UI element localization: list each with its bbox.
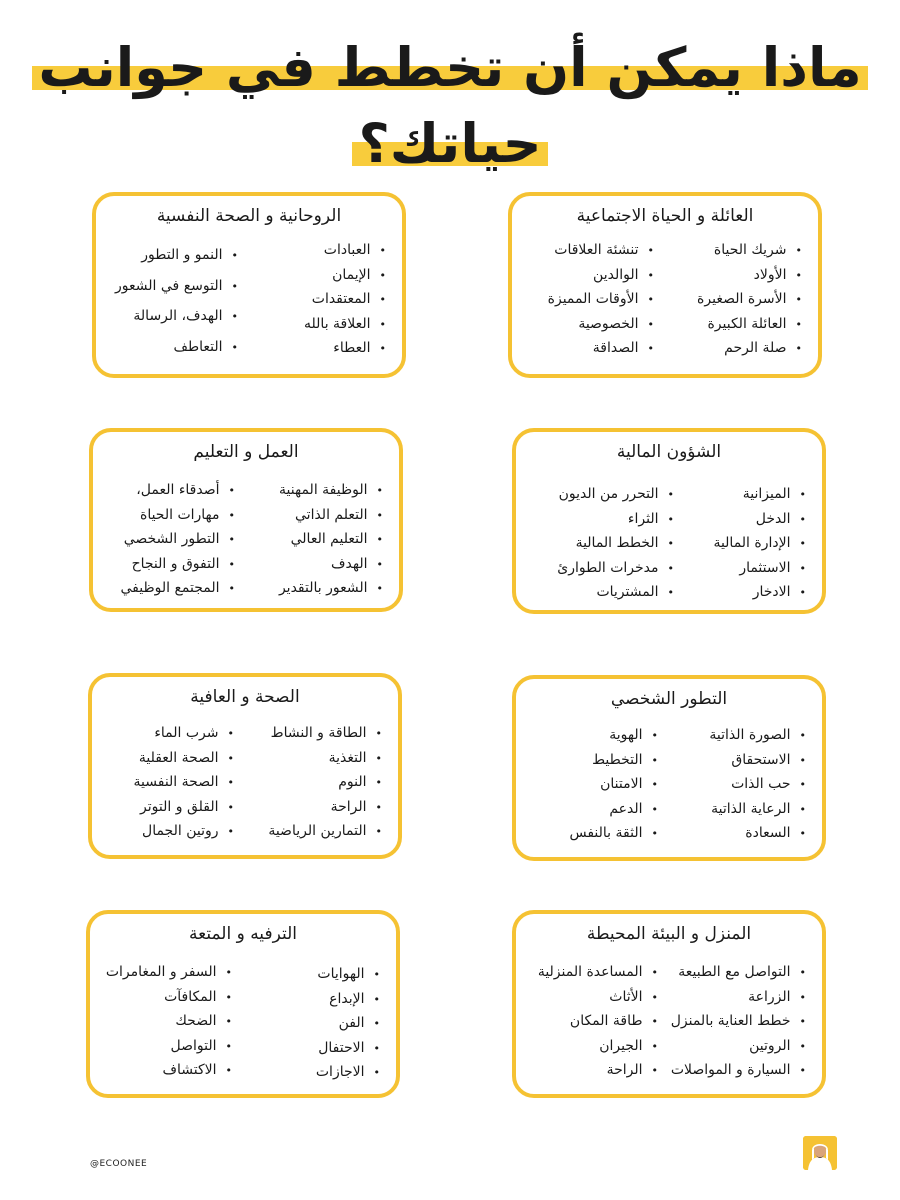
list-item: • الضحك: [106, 1009, 232, 1034]
card-financial: [512, 428, 826, 614]
list-item: • الهوايات: [316, 962, 380, 987]
list-item: • الروتين: [671, 1034, 806, 1059]
list-item: • المعتقدات: [304, 287, 386, 312]
list-item: • الجيران: [538, 1034, 658, 1059]
list-item: • العبادات: [304, 238, 386, 263]
list-item: • شريك الحياة: [697, 238, 802, 263]
list-item: • الأوقات المميزة: [548, 287, 654, 312]
list-item: • الدعم: [569, 797, 658, 822]
list-item: • الوظيفة المهنية: [279, 478, 383, 503]
card-list-secondary: [115, 240, 238, 362]
list-item: • القلق و التوتر: [134, 795, 234, 820]
list-item: • الإدارة المالية: [713, 531, 806, 556]
list-item: • الشعور بالتقدير: [279, 576, 383, 601]
card-title: الصحة و العافية: [190, 687, 300, 707]
list-item: • الامتنان: [569, 772, 658, 797]
page-title-line-2: حياتك؟: [0, 112, 900, 176]
card-personal-development: [512, 675, 826, 861]
list-item: • الصورة الذاتية: [709, 723, 806, 748]
list-item: • الأثاث: [538, 985, 658, 1010]
list-item: • طاقة المكان: [538, 1009, 658, 1034]
list-item: • التمارين الرياضية: [268, 819, 382, 844]
list-item: • الراحة: [268, 795, 382, 820]
card-list-secondary: [569, 723, 658, 846]
list-item: • التعليم العالي: [279, 527, 383, 552]
card-list-secondary: [120, 478, 235, 601]
list-item: • التحرر من الديون: [557, 482, 674, 507]
list-item: • أصدقاء العمل،: [120, 478, 235, 503]
footer-handle: @ECOONEE: [90, 1159, 148, 1169]
list-item: • مهارات الحياة: [120, 503, 235, 528]
list-item: • الطاقة و النشاط: [268, 721, 382, 746]
list-item: • الاحتفال: [316, 1036, 380, 1061]
card-list-primary: [268, 721, 382, 844]
list-item: • الخطط المالية: [557, 531, 674, 556]
card-title: التطور الشخصي: [610, 689, 728, 709]
list-item: • الهوية: [569, 723, 658, 748]
list-item: • روتين الجمال: [134, 819, 234, 844]
list-item: • الزراعة: [671, 985, 806, 1010]
card-list-secondary: [548, 238, 654, 361]
list-item: • المكافآت: [106, 985, 232, 1010]
list-item: • العطاء: [304, 336, 386, 361]
list-item: • التفوق و النجاح: [120, 552, 235, 577]
card-family-social: [508, 192, 822, 378]
list-item: • السعادة: [709, 821, 806, 846]
list-item: • التعلم الذاتي: [279, 503, 383, 528]
list-item: • الأولاد: [697, 263, 802, 288]
list-item: • التوسع في الشعور: [115, 271, 238, 302]
list-item: • الثراء: [557, 507, 674, 532]
card-home-environment: [512, 910, 826, 1098]
list-item: • التواصل مع الطبيعة: [671, 960, 806, 985]
list-item: • المجتمع الوظيفي: [120, 576, 235, 601]
list-item: • حب الذات: [709, 772, 806, 797]
list-item: • الاكتشاف: [106, 1058, 232, 1083]
list-item: • الاستثمار: [713, 556, 806, 581]
list-item: • الصداقة: [548, 336, 654, 361]
page-title-line-1: ماذا يمكن أن تخطط في جوانب: [0, 36, 900, 100]
list-item: • الدخل: [713, 507, 806, 532]
list-item: • تنشئة العلاقات: [548, 238, 654, 263]
list-item: • العلاقة بالله: [304, 312, 386, 337]
card-title: الشؤون المالية: [616, 442, 722, 462]
list-item: • شرب الماء: [134, 721, 234, 746]
list-item: • الإيمان: [304, 263, 386, 288]
list-item: • السفر و المغامرات: [106, 960, 232, 985]
list-item: • النوم: [268, 770, 382, 795]
card-list-secondary: [106, 960, 232, 1083]
list-item: • الإبداع: [316, 987, 380, 1012]
card-list-secondary: [557, 482, 674, 605]
list-item: • التخطيط: [569, 748, 658, 773]
list-item: • الادخار: [713, 580, 806, 605]
list-item: • الهدف، الرسالة: [115, 301, 238, 332]
list-item: • المشتريات: [557, 580, 674, 605]
list-item: • المساعدة المنزلية: [538, 960, 658, 985]
card-list-secondary: [538, 960, 658, 1083]
list-item: • الاستحقاق: [709, 748, 806, 773]
list-item: • صلة الرحم: [697, 336, 802, 361]
list-item: • الهدف: [279, 552, 383, 577]
avatar: [803, 1136, 837, 1170]
list-item: • التعاطف: [115, 332, 238, 363]
list-item: • الرعاية الذاتية: [709, 797, 806, 822]
card-list-primary: [304, 238, 386, 361]
list-item: • التطور الشخصي: [120, 527, 235, 552]
card-list-secondary: [134, 721, 234, 844]
list-item: • العائلة الكبيرة: [697, 312, 802, 337]
card-list-primary: [709, 723, 806, 846]
list-item: • خطط العناية بالمنزل: [671, 1009, 806, 1034]
list-item: • الوالدين: [548, 263, 654, 288]
list-item: • الصحة النفسية: [134, 770, 234, 795]
card-health-wellness: [88, 673, 402, 859]
list-item: • الصحة العقلية: [134, 746, 234, 771]
card-list-primary: [671, 960, 806, 1083]
list-item: • مدخرات الطوارئ: [557, 556, 674, 581]
list-item: • التواصل: [106, 1034, 232, 1059]
list-item: • الاجازات: [316, 1060, 380, 1085]
card-list-primary: [279, 478, 383, 601]
card-title: العائلة و الحياة الاجتماعية: [576, 206, 754, 226]
list-item: • الأسرة الصغيرة: [697, 287, 802, 312]
list-item: • الفن: [316, 1011, 380, 1036]
list-item: • الراحة: [538, 1058, 658, 1083]
list-item: • النمو و التطور: [115, 240, 238, 271]
card-title: الروحانية و الصحة النفسية: [156, 206, 342, 226]
card-list-primary: [697, 238, 802, 361]
avatar-illustration-icon: [803, 1136, 837, 1170]
card-spiritual-mental: [92, 192, 406, 378]
list-item: • الثقة بالنفس: [569, 821, 658, 846]
list-item: • التغذية: [268, 746, 382, 771]
list-item: • السيارة و المواصلات: [671, 1058, 806, 1083]
card-title: المنزل و البيئة المحيطة: [586, 924, 752, 944]
card-title: الترفيه و المتعة: [189, 924, 297, 944]
card-leisure-fun: [86, 910, 400, 1098]
card-list-primary: [713, 482, 806, 605]
card-title: العمل و التعليم: [193, 442, 299, 462]
list-item: • الميزانية: [713, 482, 806, 507]
card-work-education: [89, 428, 403, 612]
card-list-primary: [316, 962, 380, 1085]
list-item: • الخصوصية: [548, 312, 654, 337]
